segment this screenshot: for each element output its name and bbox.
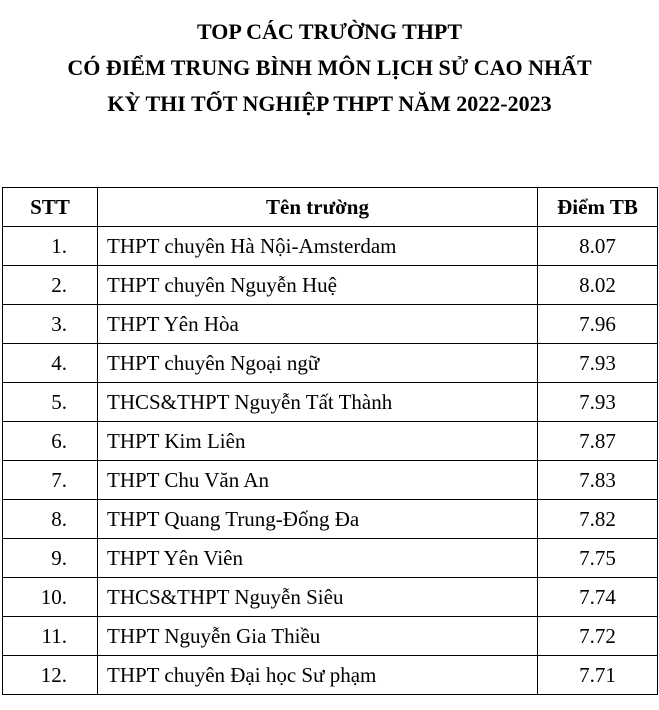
row-stt: 5.: [3, 383, 98, 422]
table-row: [3, 305, 658, 344]
table-row: [3, 383, 658, 422]
table-row: [3, 500, 658, 539]
row-school-name: THPT Yên Viên: [98, 539, 538, 578]
row-score: 8.02: [538, 266, 658, 305]
row-school-name: THPT chuyên Ngoại ngữ: [98, 344, 538, 383]
row-score: 7.93: [538, 344, 658, 383]
table-row: [3, 227, 658, 266]
row-score: 7.75: [538, 539, 658, 578]
title-line-1: TOP CÁC TRƯỜNG THPT: [196, 19, 463, 44]
document-title: [0, 14, 659, 122]
row-score: 7.71: [538, 656, 658, 695]
table-row: [3, 578, 658, 617]
header-average-score: Điểm TB: [538, 188, 658, 227]
row-score: 7.93: [538, 383, 658, 422]
row-school-name: THPT chuyên Hà Nội-Amsterdam: [98, 227, 538, 266]
row-school-name: THPT chuyên Nguyễn Huệ: [98, 266, 538, 305]
row-score: 7.96: [538, 305, 658, 344]
row-stt: 2.: [3, 266, 98, 305]
row-stt: 8.: [3, 500, 98, 539]
table-row: [3, 539, 658, 578]
row-stt: 7.: [3, 461, 98, 500]
table-row: [3, 617, 658, 656]
table-row: [3, 422, 658, 461]
title-line-2: CÓ ĐIỂM TRUNG BÌNH MÔN LỊCH SỬ CAO NHẤT: [67, 55, 592, 80]
title-line-3: KỲ THI TỐT NGHIỆP THPT NĂM 2022-2023: [107, 91, 552, 116]
row-stt: 11.: [3, 617, 98, 656]
row-stt: 1.: [3, 227, 98, 266]
row-stt: 12.: [3, 656, 98, 695]
school-ranking-table: [2, 187, 658, 695]
row-school-name: THPT Yên Hòa: [98, 305, 538, 344]
row-stt: 6.: [3, 422, 98, 461]
table-row: [3, 656, 658, 695]
row-stt: 4.: [3, 344, 98, 383]
row-school-name: THPT Nguyễn Gia Thiều: [98, 617, 538, 656]
row-stt: 10.: [3, 578, 98, 617]
row-stt: 9.: [3, 539, 98, 578]
row-school-name: THCS&THPT Nguyễn Tất Thành: [98, 383, 538, 422]
table-row: [3, 344, 658, 383]
row-school-name: THPT Kim Liên: [98, 422, 538, 461]
row-school-name: THCS&THPT Nguyễn Siêu: [98, 578, 538, 617]
row-school-name: THPT Quang Trung-Đống Đa: [98, 500, 538, 539]
row-school-name: THPT chuyên Đại học Sư phạm: [98, 656, 538, 695]
row-stt: 3.: [3, 305, 98, 344]
header-stt: STT: [3, 188, 98, 227]
row-score: 7.82: [538, 500, 658, 539]
row-score: 7.72: [538, 617, 658, 656]
table-row: [3, 461, 658, 500]
table-header-row: [3, 188, 658, 227]
row-score: 7.74: [538, 578, 658, 617]
header-school-name: Tên trường: [98, 188, 538, 227]
row-score: 8.07: [538, 227, 658, 266]
row-score: 7.83: [538, 461, 658, 500]
row-school-name: THPT Chu Văn An: [98, 461, 538, 500]
row-score: 7.87: [538, 422, 658, 461]
table-row: [3, 266, 658, 305]
